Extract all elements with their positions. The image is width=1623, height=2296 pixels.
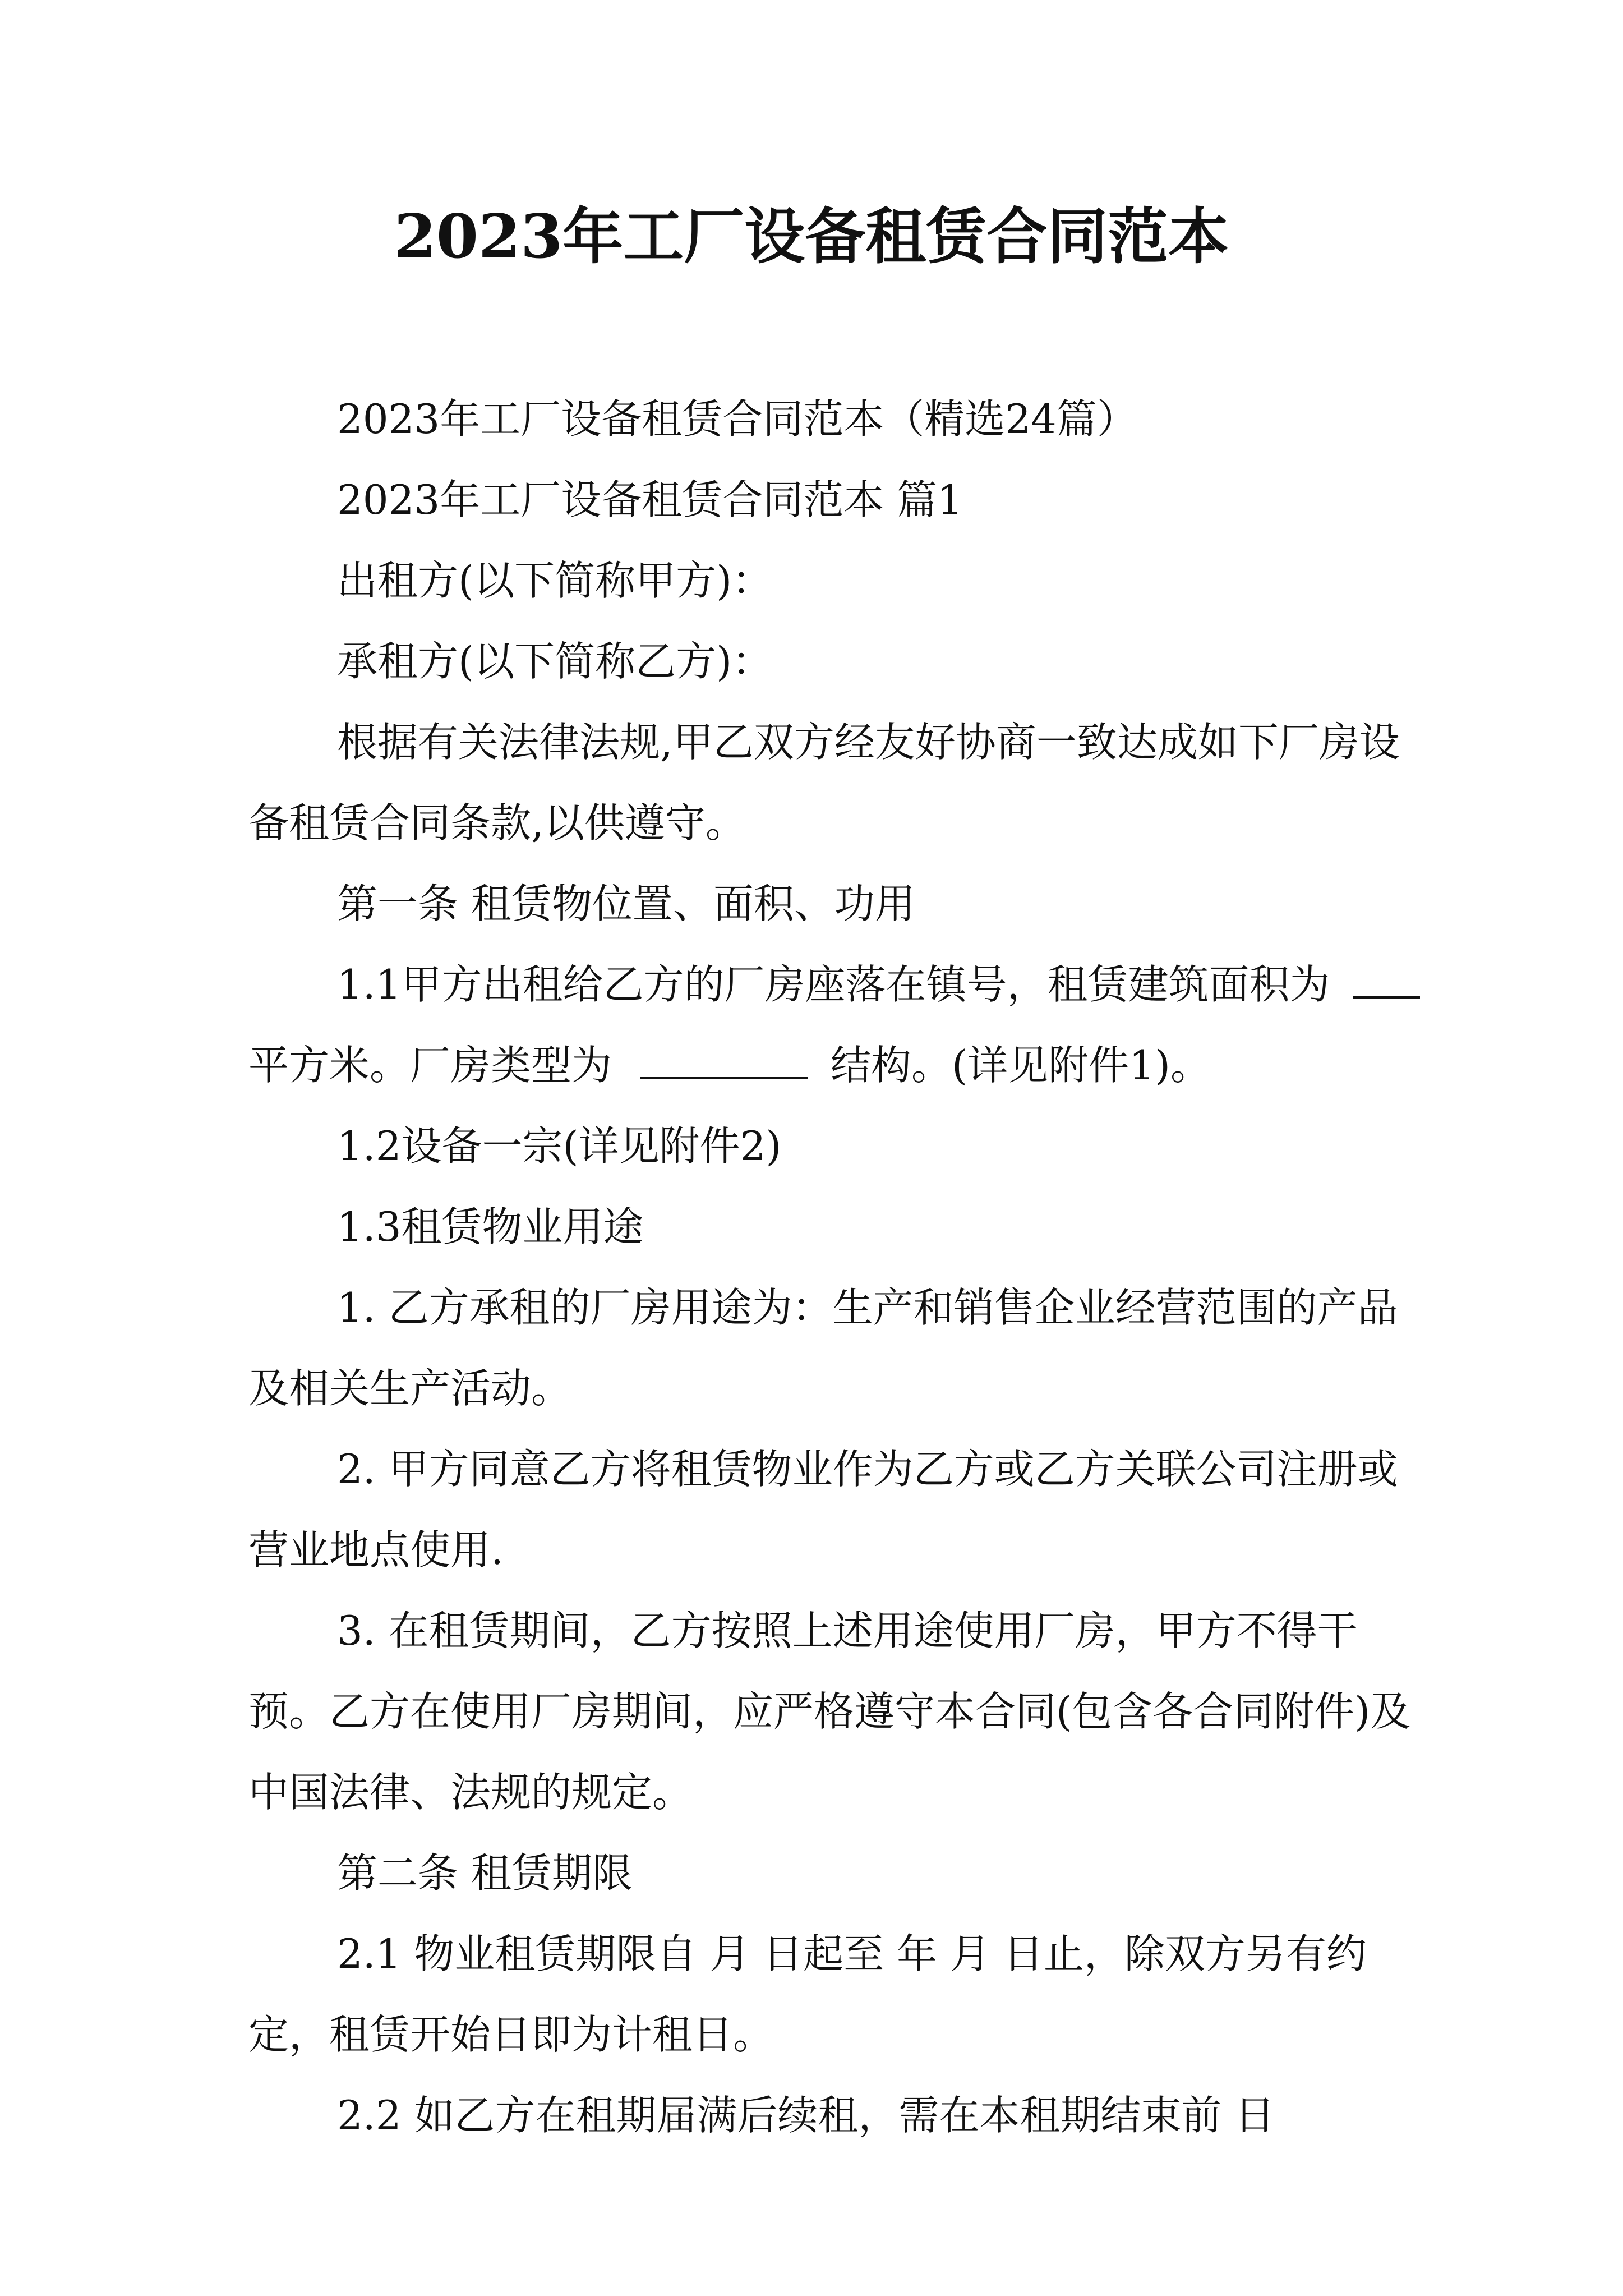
clause-1-1-text-c: 结构。(详见附件1)。 xyxy=(831,1042,1211,1089)
document-title: 2023年工厂设备租赁合同范本 xyxy=(394,201,1229,272)
paragraph-clause-1-1 xyxy=(248,944,1437,1106)
paragraph-article-2-heading: 第二条 租赁期限 xyxy=(337,1849,633,1897)
paragraph-use-2: 2. 甲方同意乙方将租赁物业作为乙方或乙方关联公司注册或营业地点使用. xyxy=(248,1446,1398,1573)
paragraph-preamble: 根据有关法律法规,甲乙双方经友好协商一致达成如下厂房设备租赁合同条款,以供遵守。 xyxy=(248,719,1400,846)
paragraph-clause-1-2: 1.2设备一宗(详见附件2) xyxy=(337,1122,782,1170)
clause-1-1-text-b: 平方米。厂房类型为 xyxy=(248,1042,612,1089)
paragraph-article-1-heading: 第一条 租赁物位置、面积、功用 xyxy=(337,880,915,927)
paragraph-use-1: 1. 乙方承租的厂房用途为：生产和销售企业经营范围的产品及相关生产活动。 xyxy=(248,1284,1398,1412)
paragraph-subtitle: 2023年工厂设备租赁合同范本（精选24篇） xyxy=(337,395,1137,443)
paragraph-clause-1-3: 1.3租赁物业用途 xyxy=(337,1203,644,1250)
paragraph-lessor: 出租方(以下简称甲方)： xyxy=(337,557,773,604)
area-blank xyxy=(1353,963,1420,999)
paragraph-use-3: 3. 在租赁期间，乙方按照上述用途使用厂房，甲方不得干预。乙方在使用厂房期间，应严格遵守本合同(包含各合同附件)及中国法律、法规的规定。 xyxy=(248,1607,1411,1816)
paragraph-lessee: 承租方(以下简称乙方)： xyxy=(337,638,773,685)
document-body xyxy=(248,379,1437,2156)
clause-1-1-text-a: 1.1甲方出租给乙方的厂房座落在镇号，租赁建筑面积为 xyxy=(337,961,1330,1008)
paragraph-article-heading: 2023年工厂设备租赁合同范本 篇1 xyxy=(337,476,963,523)
structure-blank xyxy=(640,1043,808,1079)
paragraph-clause-2-1: 2.1 物业租赁期限自 月 日起至 年 月 日止，除双方另有约定，租赁开始日即为计租日。 xyxy=(248,1930,1367,2058)
paragraph-clause-2-2: 2.2 如乙方在租期届满后续租，需在本租期结束前 日 xyxy=(337,2092,1275,2139)
